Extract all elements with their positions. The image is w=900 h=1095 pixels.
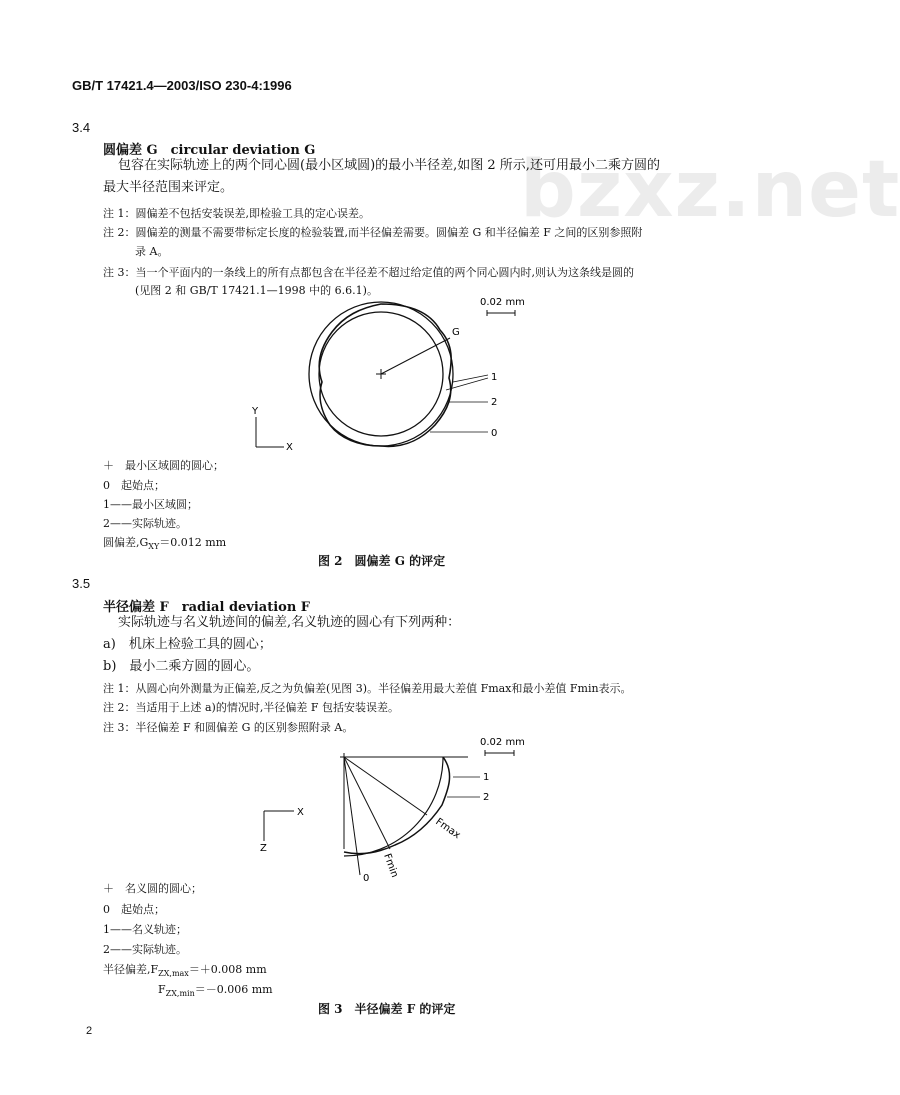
section-3-4-note1: 注 1：圆偏差不包括安装误差,即检验工具的定心误差。: [103, 207, 370, 220]
figure-2-label-g: G: [452, 327, 460, 338]
figure-2-scale-label: 0.02 mm: [480, 297, 525, 308]
figure-3-label-2: 2: [483, 792, 490, 803]
section-3-4-note3-line1: 注 3：当一个平面内的一条线上的所有点都包含在半径差不超过给定值的两个同心圆内时,则认为这条线是圆的: [103, 266, 634, 279]
figure-3-radius-max: [344, 757, 427, 815]
figure-2-radius-line: [381, 338, 450, 374]
figure-3-scale-label: 0.02 mm: [480, 737, 525, 748]
figure-2-legend-1: 1——最小区域圆；: [103, 498, 198, 511]
section-3-4-body-line1: 包容在实际轨迹上的两个同心圆(最小区域圆)的最小半径差,如图 2 所示,还可用最小二乘方圆的: [118, 158, 660, 173]
section-3-4-note3-line2: (见图 2 和 GB/T 17421.1—1998 中的 6.6.1)。: [135, 284, 378, 297]
section-3-5-note1: 注 1：从圆心向外测量为正偏差,反之为负偏差(见图 3)。半径偏差用最大差值 Fmax和最小差值 Fmin表示。: [103, 682, 632, 695]
figure-2-scale-bar: [487, 310, 515, 316]
figure-3-caption: 图 3 半径偏差 F 的评定: [318, 1002, 456, 1016]
figure-3-legend-1: 1——名义轨迹；: [103, 923, 187, 936]
section-3-5-note3: 注 3：半径偏差 F 和圆偏差 G 的区别参照附录 A。: [103, 721, 354, 734]
page-number: 2: [86, 1025, 93, 1037]
figure-2-leader-1a: [453, 375, 488, 382]
section-3-5-note2: 注 2：当适用于上述 a)的情况时,半径偏差 F 包括安装误差。: [103, 701, 399, 714]
section-3-5-item-b: b) 最小二乘方圆的圆心。: [103, 659, 260, 674]
section-3-5-title: 半径偏差 F radial deviation F: [103, 600, 311, 615]
figure-3-label-0: 0: [363, 873, 370, 884]
figure-3-legend-max: 半径偏差$,F_{ZX,max}=+0.008$ mm: [103, 963, 267, 978]
figure-3-diagram: [250, 735, 550, 890]
section-3-5-item-a: a) 机床上检验工具的圆心；: [103, 637, 272, 652]
figure-3-legend-2: 2——实际轨迹。: [103, 943, 187, 956]
watermark: bzxz.net: [520, 145, 900, 235]
section-3-4-number: 3.4: [72, 120, 91, 135]
figure-2-axis-y-label: Y: [252, 406, 259, 417]
figure-3-legend-min: $F_{ZX,min}=-0.006$ mm: [158, 983, 273, 998]
figure-3-label-1: 1: [483, 772, 490, 783]
figure-2-legend-center: ＋ 最小区域圆的圆心；: [103, 459, 224, 472]
figure-2-axis-x-label: X: [286, 442, 293, 453]
section-3-4-body-line2: 最大半径范围来评定。: [103, 180, 234, 195]
figure-3-label-fmin: Fmin: [381, 852, 400, 880]
figure-2-label-0: 0: [491, 428, 498, 439]
figure-3-label-fmax: Fmax: [433, 816, 463, 842]
figure-3-axis-x-label: X: [297, 807, 304, 818]
figure-3-radius-start: [344, 757, 360, 875]
figure-2-legend-value: 圆偏差$,G_{XY}=0.012$ mm: [103, 536, 227, 551]
figure-3-scale-bar: [485, 750, 514, 756]
figure-3-legend-center: ＋ 名义圆的圆心；: [103, 882, 202, 895]
section-3-4-note2-line1: 注 2：圆偏差的测量不需要带标定长度的检验装置,而半径偏差需要。圆偏差 G 和半径偏差 F 之间的区别参照附: [103, 226, 643, 239]
section-3-5-body: 实际轨迹与名义轨迹间的偏差,名义轨迹的圆心有下列两种：: [118, 615, 461, 630]
figure-3-legend-start: 0 起始点；: [103, 903, 165, 916]
section-3-4-note2-line2: 录 A。: [135, 245, 169, 258]
figure-2-legend-2: 2——实际轨迹。: [103, 517, 187, 530]
figure-2-label-1: 1: [491, 372, 498, 383]
figure-2-label-2: 2: [491, 397, 498, 408]
document-number: GB/T 17421.4—2003/ISO 230-4:1996: [72, 78, 292, 93]
figure-2-diagram: [240, 290, 540, 460]
section-3-5-number: 3.5: [72, 576, 91, 591]
section-3-4-title: 圆偏差 G circular deviation G: [103, 143, 316, 158]
figure-3-radius-min: [344, 757, 390, 849]
figure-3-actual-arc: [344, 757, 450, 854]
figure-2-legend-start: 0 起始点；: [103, 479, 165, 492]
figure-2-caption: 图 2 圆偏差 G 的评定: [318, 554, 446, 568]
figure-3-axis-z-label: Z: [260, 843, 267, 854]
figure-3-nominal-arc: [344, 757, 443, 856]
